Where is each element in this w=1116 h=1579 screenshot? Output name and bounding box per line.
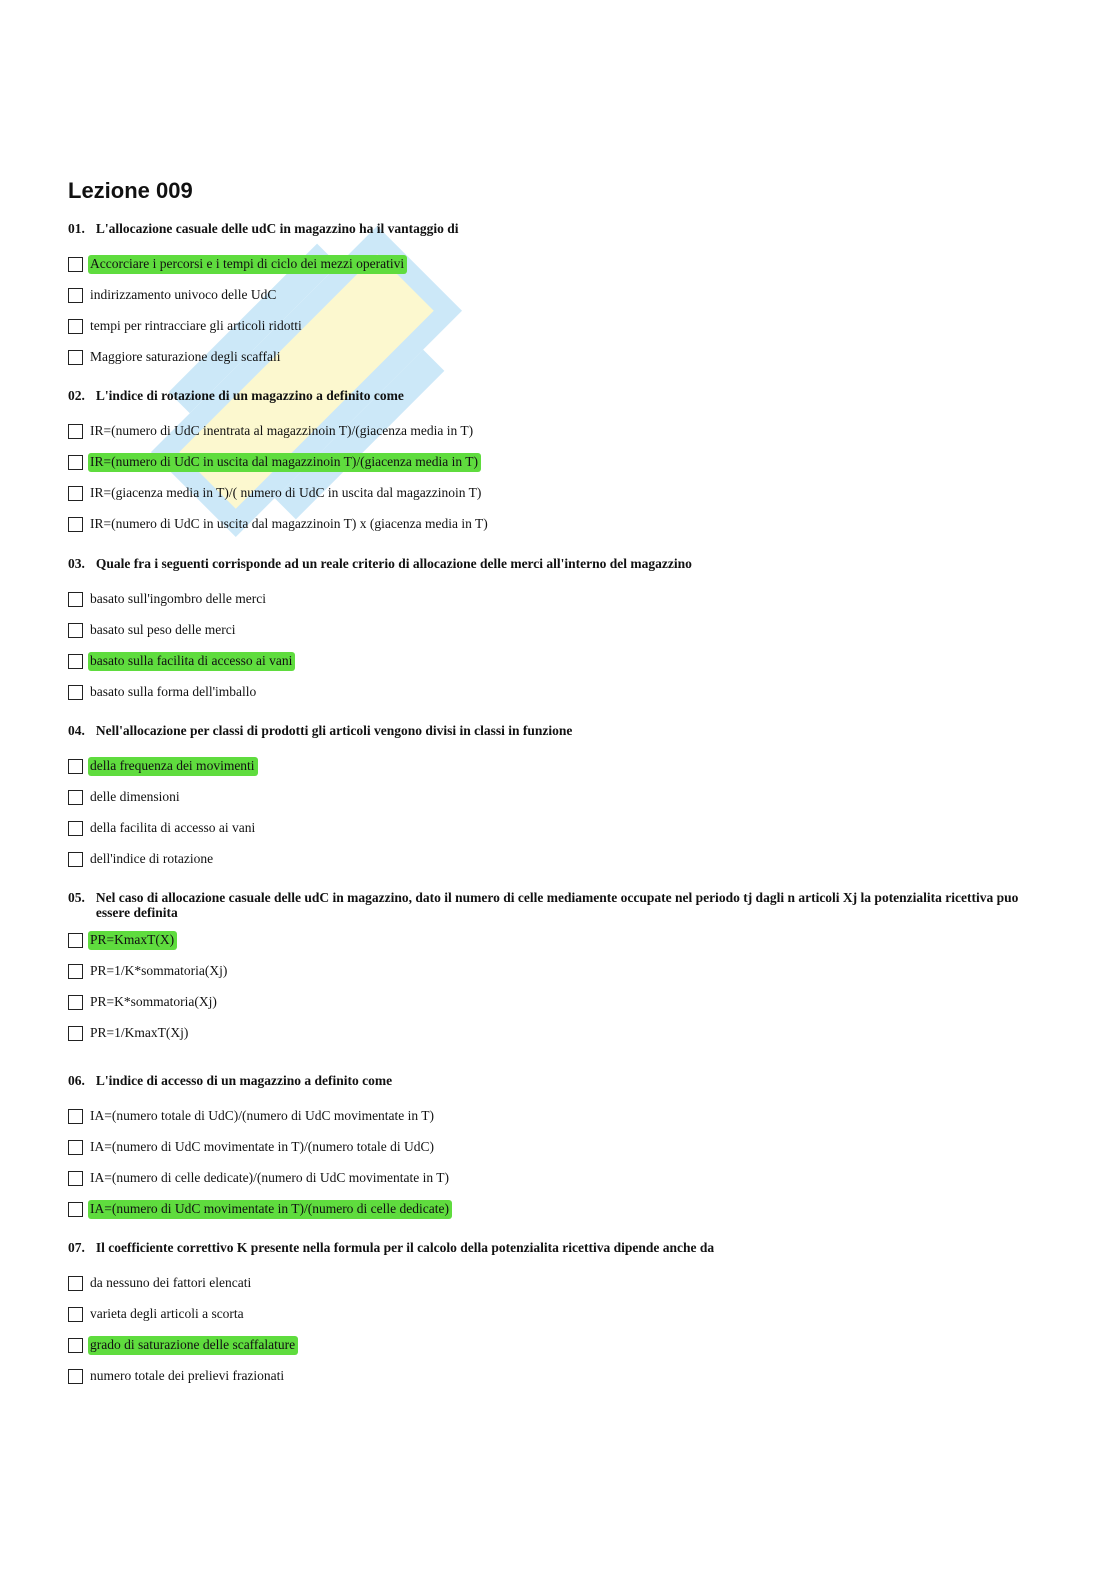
checkbox-icon[interactable]	[68, 852, 83, 867]
answer-option[interactable]	[68, 416, 1048, 447]
checkbox-icon[interactable]	[68, 759, 83, 774]
answer-text: IA=(numero di celle dedicate)/(numero di UdC movimentate in T)	[90, 1170, 450, 1185]
answer-option[interactable]	[68, 1194, 1048, 1225]
checkbox-icon[interactable]	[68, 1202, 83, 1217]
answer-option[interactable]	[68, 956, 1048, 987]
answer-text: delle dimensioni	[90, 789, 180, 804]
checkbox-icon[interactable]	[68, 288, 83, 303]
answer-option[interactable]	[68, 1163, 1048, 1194]
answer-option[interactable]	[68, 342, 1048, 373]
answer-option[interactable]	[68, 311, 1048, 342]
answer-text: dell'indice di rotazione	[90, 851, 214, 866]
question-number: 01.	[68, 221, 85, 236]
checkbox-icon[interactable]	[68, 517, 83, 532]
checkbox-icon[interactable]	[68, 592, 83, 607]
answer-option[interactable]	[68, 844, 1048, 875]
question-number: 07.	[68, 1240, 85, 1255]
question-text: Quale fra i seguenti corrisponde ad un reale criterio di allocazione delle merci all'interno del magazzino	[95, 556, 692, 571]
answer-text: PR=KmaxT(X)	[88, 931, 177, 950]
checkbox-icon[interactable]	[68, 964, 83, 979]
answer-option[interactable]	[68, 1101, 1048, 1132]
answer-option[interactable]	[68, 1132, 1048, 1163]
question-text: Nel caso di allocazione casuale delle udC in magazzino, dato il numero di celle mediamente occupate nel periodo tj dagli n articoli Xj la potenzialita ricettiva puo essere definita	[95, 890, 1019, 920]
question-5	[68, 890, 1048, 1049]
question-text: L'indice di rotazione di un magazzino a definito come	[95, 388, 404, 403]
answer-option[interactable]	[68, 615, 1048, 646]
checkbox-icon[interactable]	[68, 1109, 83, 1124]
answer-text: PR=1/K*sommatoria(Xj)	[90, 963, 228, 978]
checkbox-icon[interactable]	[68, 319, 83, 334]
checkbox-icon[interactable]	[68, 486, 83, 501]
answer-text: grado di saturazione delle scaffalature	[88, 1336, 298, 1355]
question-2	[68, 388, 1048, 540]
answer-option[interactable]	[68, 1018, 1048, 1049]
checkbox-icon[interactable]	[68, 350, 83, 365]
answer-text: da nessuno dei fattori elencati	[90, 1275, 252, 1290]
checkbox-icon[interactable]	[68, 821, 83, 836]
answer-text: Maggiore saturazione degli scaffali	[90, 349, 281, 364]
checkbox-icon[interactable]	[68, 623, 83, 638]
checkbox-icon[interactable]	[68, 995, 83, 1010]
checkbox-icon[interactable]	[68, 1171, 83, 1186]
answer-text: numero totale dei prelievi frazionati	[90, 1368, 285, 1383]
checkbox-icon[interactable]	[68, 257, 83, 272]
checkbox-icon[interactable]	[68, 1307, 83, 1322]
question-text: L'allocazione casuale delle udC in magazzino ha il vantaggio di	[95, 221, 459, 236]
answer-text: IR=(giacenza media in T)/( numero di UdC in uscita dal magazzinoin T)	[90, 485, 482, 500]
answer-option[interactable]	[68, 646, 1048, 677]
answer-option[interactable]	[68, 751, 1048, 782]
question-1	[68, 221, 1048, 373]
question-4	[68, 723, 1048, 875]
answer-text: basato sull'ingombro delle merci	[90, 591, 267, 606]
checkbox-icon[interactable]	[68, 1338, 83, 1353]
answer-text: basato sul peso delle merci	[90, 622, 236, 637]
answer-text: della frequenza dei movimenti	[88, 757, 258, 776]
answer-option[interactable]	[68, 1268, 1048, 1299]
answer-text: IR=(numero di UdC in uscita dal magazzinoin T)/(giacenza media in T)	[88, 453, 481, 472]
answer-option[interactable]	[68, 1361, 1048, 1392]
question-number: 03.	[68, 556, 85, 571]
question-text: Nell'allocazione per classi di prodotti gli articoli vengono divisi in classi in funzione	[95, 723, 573, 738]
checkbox-icon[interactable]	[68, 1369, 83, 1384]
question-number: 04.	[68, 723, 85, 738]
answer-option[interactable]	[68, 584, 1048, 615]
question-3	[68, 556, 1048, 708]
question-number: 05.	[68, 890, 85, 905]
answer-text: Accorciare i percorsi e i tempi di ciclo dei mezzi operativi	[88, 255, 407, 274]
answer-text: IA=(numero totale di UdC)/(numero di UdC movimentate in T)	[90, 1108, 435, 1123]
answer-text: IR=(numero di UdC in uscita dal magazzinoin T) x (giacenza media in T)	[90, 516, 488, 531]
answer-text: PR=K*sommatoria(Xj)	[90, 994, 217, 1009]
checkbox-icon[interactable]	[68, 1140, 83, 1155]
answer-option[interactable]	[68, 1330, 1048, 1361]
question-number: 02.	[68, 388, 85, 403]
answer-text: IA=(numero di UdC movimentate in T)/(numero di celle dedicate)	[88, 1200, 452, 1219]
answer-text: basato sulla forma dell'imballo	[90, 684, 257, 699]
answer-option[interactable]	[68, 280, 1048, 311]
answer-text: varieta degli articoli a scorta	[90, 1306, 244, 1321]
answer-text: IR=(numero di UdC inentrata al magazzinoin T)/(giacenza media in T)	[90, 423, 474, 438]
checkbox-icon[interactable]	[68, 654, 83, 669]
checkbox-icon[interactable]	[68, 685, 83, 700]
question-text: L'indice di accesso di un magazzino a definito come	[95, 1073, 393, 1088]
answer-option[interactable]	[68, 478, 1048, 509]
page-title: Lezione 009	[68, 178, 193, 203]
answer-option[interactable]	[68, 813, 1048, 844]
answer-text: della facilita di accesso ai vani	[90, 820, 256, 835]
checkbox-icon[interactable]	[68, 424, 83, 439]
answer-option[interactable]	[68, 509, 1048, 540]
answer-text: tempi per rintracciare gli articoli ridotti	[90, 318, 302, 333]
answer-text: indirizzamento univoco delle UdC	[90, 287, 277, 302]
answer-option[interactable]	[68, 677, 1048, 708]
answer-text: PR=1/KmaxT(Xj)	[90, 1025, 189, 1040]
answer-option[interactable]	[68, 1299, 1048, 1330]
answer-text: IA=(numero di UdC movimentate in T)/(numero totale di UdC)	[90, 1139, 435, 1154]
checkbox-icon[interactable]	[68, 933, 83, 948]
answer-option[interactable]	[68, 782, 1048, 813]
checkbox-icon[interactable]	[68, 1276, 83, 1291]
question-7	[68, 1240, 1048, 1392]
answer-option[interactable]	[68, 987, 1048, 1018]
checkbox-icon[interactable]	[68, 455, 83, 470]
checkbox-icon[interactable]	[68, 1026, 83, 1041]
checkbox-icon[interactable]	[68, 790, 83, 805]
question-6	[68, 1073, 1048, 1225]
answer-option[interactable]	[68, 249, 1048, 280]
answer-option[interactable]	[68, 447, 1048, 478]
question-text: Il coefficiente correttivo K presente nella formula per il calcolo della potenzialita ricettiva dipende anche da	[95, 1240, 715, 1255]
answer-option[interactable]	[68, 925, 1048, 956]
answer-text: basato sulla facilita di accesso ai vani	[88, 652, 295, 671]
question-number: 06.	[68, 1073, 85, 1088]
